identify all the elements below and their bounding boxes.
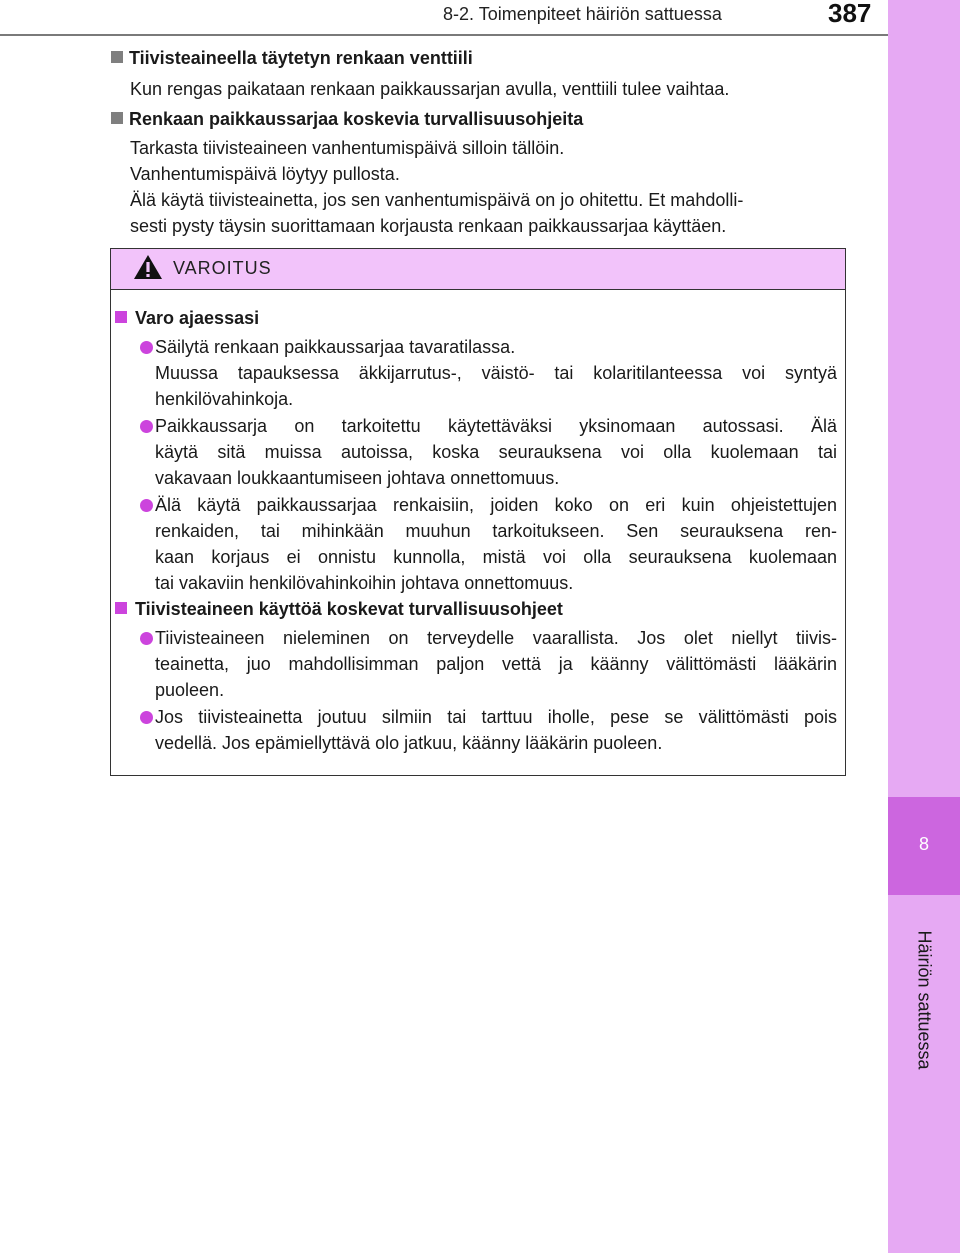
bullet-dot-icon	[140, 341, 153, 354]
warning-group-heading-driving	[115, 308, 259, 329]
warning-header	[111, 249, 845, 290]
bullet-line: vedellä. Jos epämiellyttävä olo jatkuu, käänny lääkärin puoleen.	[155, 733, 663, 753]
section-body-valve	[130, 76, 840, 102]
square-bullet-icon	[111, 112, 123, 124]
warning-bullet	[155, 625, 837, 703]
section-heading-text: Tiivisteaineella täytetyn renkaan venttiili	[129, 48, 473, 68]
bullet-dot-icon	[140, 711, 153, 724]
bullet-line: käytä sitä muissa autoissa, koska seurauksena voi olla kuolemaan tai	[155, 442, 837, 462]
bullet-dot-icon	[140, 632, 153, 645]
body-line: sesti pysty täysin suorittamaan korjausta renkaan paikkaussarjaa käyttäen.	[130, 216, 727, 236]
header-divider	[0, 34, 888, 36]
bullet-dot-icon	[140, 499, 153, 512]
square-bullet-icon	[111, 51, 123, 63]
warning-bullet	[155, 492, 837, 596]
chapter-title: Häiriön sattuessa	[914, 930, 935, 1070]
bullet-line: Paikkaussarja on tarkoitettu käytettäväksi yksinomaan autossasi. Älä	[155, 416, 837, 436]
section-heading-valve	[111, 48, 473, 69]
bullet-line: puoleen.	[155, 680, 225, 700]
body-line: Älä käytä tiivisteainetta, jos sen vanhentumispäivä on jo ohitettu. Et mahdolli-	[130, 190, 744, 210]
bullet-line: henkilövahinkoja.	[155, 389, 294, 409]
bullet-line: tai vakaviin henkilövahinkoihin johtava onnettomuus.	[155, 573, 574, 593]
bullet-line: Muussa tapauksessa äkkijarrutus-, väistö- tai kolaritilanteessa voi syntyä	[155, 363, 837, 383]
section-heading-text: Renkaan paikkaussarjaa koskevia turvallisuusohjeita	[129, 109, 584, 129]
warning-bullet	[155, 413, 837, 491]
warning-box	[110, 248, 846, 776]
header-section-title: 8-2. Toimenpiteet häiriön sattuessa	[443, 4, 722, 24]
warning-label: VAROITUS	[173, 258, 272, 278]
chapter-number-box	[888, 797, 960, 895]
section-body-safety	[130, 135, 840, 239]
chapter-number: 8	[918, 834, 929, 854]
section-heading-safety	[111, 109, 583, 130]
warning-group-heading-text: Varo ajaessasi	[135, 308, 260, 328]
warning-bullet	[155, 704, 837, 756]
body-line: Tarkasta tiivisteaineen vanhentumispäivä silloin tällöin.	[130, 138, 565, 158]
bullet-line: Älä käytä paikkaussarjaa renkaisiin, joiden koko on eri kuin ohjeistettujen	[155, 495, 837, 515]
bullet-line: renkaiden, tai mihinkään muuhun tarkoitukseen. Sen seurauksena ren-	[155, 521, 837, 541]
bullet-line: vakavaan loukkaantumiseen johtava onnettomuus.	[155, 468, 560, 488]
bullet-line: teainetta, juo mahdollisimman paljon vettä ja käänny välittömästi lääkärin	[155, 654, 837, 674]
bullet-line: Säilytä renkaan paikkaussarjaa tavaratilassa.	[155, 337, 516, 357]
square-bullet-icon	[115, 311, 127, 323]
warning-triangle-icon	[133, 253, 163, 281]
warning-group-heading-sealant	[115, 599, 563, 620]
body-line: Kun rengas paikataan renkaan paikkaussarjan avulla, venttiili tulee vaihtaa.	[130, 79, 730, 99]
square-bullet-icon	[115, 602, 127, 614]
bullet-dot-icon	[140, 420, 153, 433]
page-number: 387	[828, 0, 872, 28]
warning-bullet	[155, 334, 837, 412]
bullet-line: Tiivisteaineen nieleminen on terveydelle vaarallista. Jos olet niellyt tiivis-	[155, 628, 837, 648]
bullet-line: kaan korjaus ei onnistu kunnolla, mistä voi olla seurauksena kuolemaan	[155, 547, 837, 567]
body-line: Vanhentumispäivä löytyy pullosta.	[130, 164, 400, 184]
bullet-line: Jos tiivisteainetta joutuu silmiin tai tarttuu iholle, pese se välittömästi pois	[155, 707, 837, 727]
warning-group-heading-text: Tiivisteaineen käyttöä koskevat turvallisuusohjeet	[135, 599, 563, 619]
